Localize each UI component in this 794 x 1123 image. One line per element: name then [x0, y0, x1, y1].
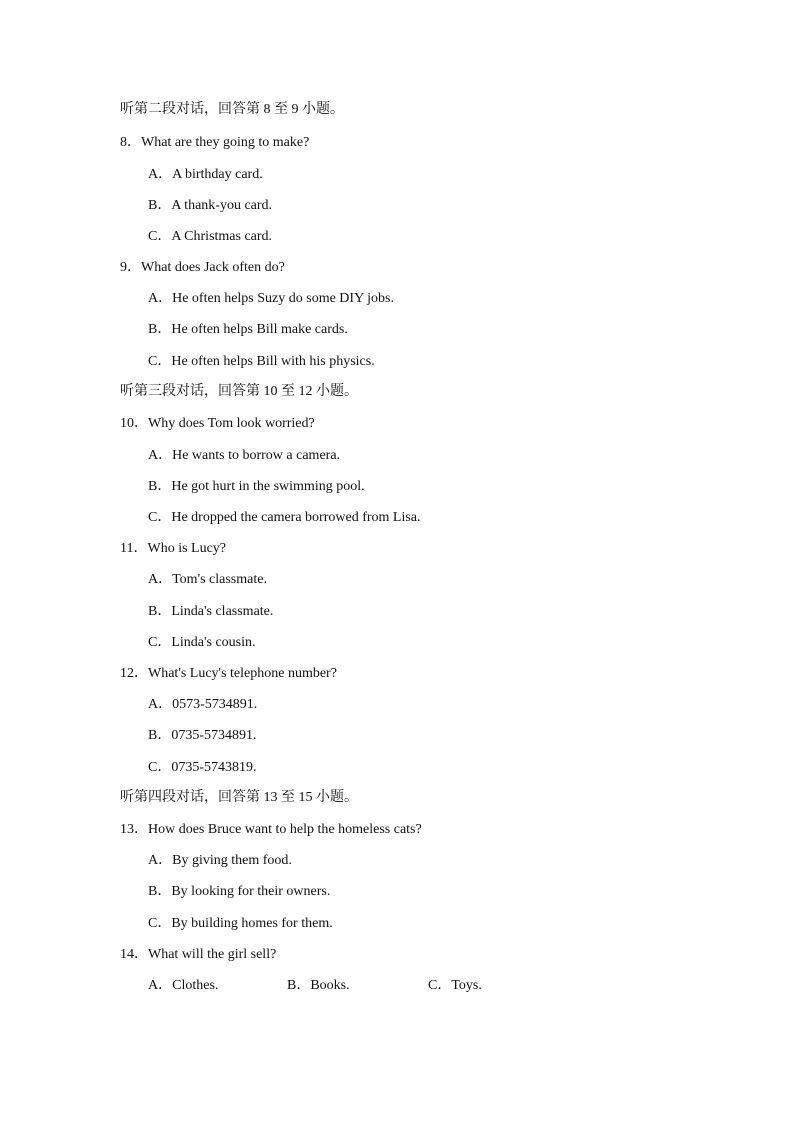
- question-12-option-b: B．0735-5734891.: [148, 728, 257, 743]
- question-13-stem: 13．How does Bruce want to help the homeless cats?: [120, 822, 422, 837]
- question-11-stem: 11．Who is Lucy?: [120, 541, 227, 556]
- question-8-option-b: B．A thank-you card.: [148, 198, 273, 213]
- question-14-options-row: [148, 977, 568, 995]
- question-12-option-a: A．0573-5734891.: [148, 697, 258, 712]
- question-13-option-b: B．By looking for their owners.: [148, 884, 331, 899]
- question-13-option-a: A．By giving them food.: [148, 853, 292, 868]
- question-9-stem: 9．What does Jack often do?: [120, 260, 285, 275]
- question-13-option-c: C．By building homes for them.: [148, 916, 333, 931]
- question-12-option-c: C．0735-5743819.: [148, 760, 257, 775]
- question-14-option-a: A．Clothes.: [148, 978, 219, 993]
- question-10-stem: 10．Why does Tom look worried?: [120, 416, 315, 431]
- question-8-option-c: C．A Christmas card.: [148, 229, 273, 244]
- question-9-option-c: C．He often helps Bill with his physics.: [148, 354, 375, 369]
- question-14-option-c: C．Toys.: [428, 978, 482, 993]
- question-11-option-c: C．Linda's cousin.: [148, 635, 256, 650]
- question-10-option-a: A．He wants to borrow a camera.: [148, 448, 341, 463]
- question-9-option-b: B．He often helps Bill make cards.: [148, 322, 348, 337]
- question-12-stem: 12．What's Lucy's telephone number?: [120, 666, 337, 681]
- question-14-stem: 14．What will the girl sell?: [120, 947, 277, 962]
- question-8-option-a: A．A birthday card.: [148, 167, 263, 182]
- question-8-stem: 8．What are they going to make?: [120, 135, 310, 150]
- question-9-option-a: A．He often helps Suzy do some DIY jobs.: [148, 291, 395, 306]
- question-11-option-a: A．Tom's classmate.: [148, 572, 267, 587]
- section-heading: 听第三段对话，回答第 10 至 12 小题。: [120, 384, 358, 399]
- question-11-option-b: B．Linda's classmate.: [148, 604, 274, 619]
- section-heading: 听第二段对话，回答第 8 至 9 小题。: [120, 102, 344, 117]
- section-heading: 听第四段对话，回答第 13 至 15 小题。: [120, 790, 358, 805]
- question-10-option-c: C．He dropped the camera borrowed from Lisa.: [148, 510, 421, 525]
- question-10-option-b: B．He got hurt in the swimming pool.: [148, 479, 365, 494]
- question-14-option-b: B．Books.: [287, 978, 350, 993]
